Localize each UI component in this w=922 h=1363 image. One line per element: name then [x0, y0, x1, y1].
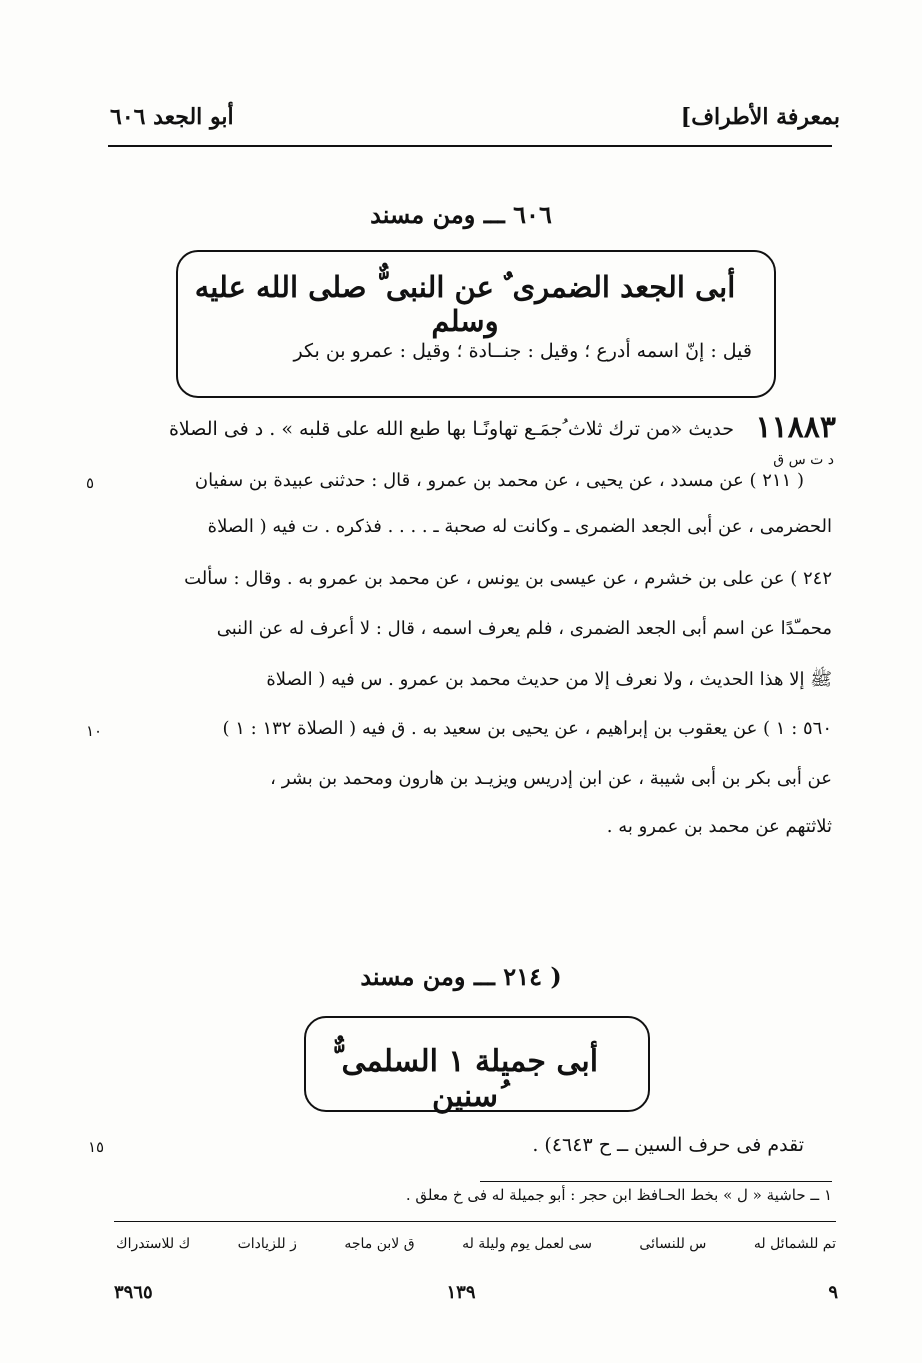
- legend-item: ك للاستدراك: [116, 1236, 191, 1252]
- hadith-line-2: ( ٢١١ ) عن مسدد ، عن يحيى ، عن محمد بن عمرو ، قال : حدثنى عبيدة بن سفيان: [194, 470, 804, 491]
- running-head-left: أبو الجعد ٦٠٦: [110, 104, 234, 130]
- section-2-heading: ( ٢١٤ ـــ ومن مسند: [360, 962, 562, 991]
- legend-rule: [114, 1221, 836, 1222]
- legend-item: سى لعمل يوم وليلة له: [462, 1236, 592, 1252]
- hadith-line-4: ٢٤٢ ) عن على بن خشرم ، عن عيسى بن يونس ، عن محمد بن عمرو به . وقال : سألت: [184, 568, 832, 589]
- legend-item: ق لابن ماجه: [344, 1236, 415, 1252]
- section-2-title-box: [304, 1016, 650, 1112]
- section-2-text: تقدم فى حرف السين ــ ح ٤٦٤٣) .: [532, 1134, 804, 1156]
- hadith-line-6: ﷺ إلا هذا الحديث ، ولا نعرف إلا من حديث محمد بن عمرو . س فيه ( الصلاة: [266, 669, 832, 690]
- legend-item: س للنسائى: [639, 1236, 707, 1252]
- hadith-line-1: حديث «من ترك ثلاث ُجمَـع تهاونًـا بها طبع الله على قلبه » . د فى الصلاة: [168, 418, 734, 440]
- source-codes-margin: د ت س ق: [773, 452, 834, 468]
- line-number-15: ١٥: [88, 1138, 105, 1156]
- hadith-line-5: محمـّدًا عن اسم أبى الجعد الضمرى ، فلم يعرف اسمه ، قال : لا أعرف له عن النبى: [216, 618, 832, 639]
- signature-number: ٩: [828, 1282, 838, 1303]
- hadith-number: ١١٨٨٣: [755, 410, 836, 445]
- section-1-heading: ٦٠٦ ـــ ومن مسند: [370, 200, 552, 229]
- legend-item: تم للشمائل له: [753, 1236, 836, 1252]
- section-1-name: أبى الجعد الضمرى ٌ عن النبى ٌّ صلى الله عليه وسلم: [194, 270, 736, 338]
- hadith-line-9: ثلاثتهم عن محمد بن عمرو به .: [606, 816, 832, 837]
- hadith-line-8: عن أبى بكر بن أبى شيبة ، عن ابن إدريس ويزيـد بن هارون ومحمد بن بشر ،: [270, 768, 832, 789]
- header-rule: [108, 145, 832, 147]
- edition-number: ٣٩٦٥: [114, 1282, 153, 1303]
- section-1-subtitle: قيل : إنّ اسمه أدرع ؛ وقيل : جنــادة ؛ وقيل : عمرو بن بكر: [293, 340, 752, 362]
- running-head-right: بمعرفة الأطراف]: [680, 104, 840, 130]
- hadith-line-7: ٥٦٠ : ١ ) عن يعقوب بن إبراهيم ، عن يحيى بن سعيد به . ق فيه ( الصلاة ١٣٢ : ١ ): [222, 718, 832, 739]
- legend-item: ز للزيادات: [237, 1236, 297, 1252]
- footnote-rule: [480, 1181, 832, 1182]
- line-number-5: ٥: [86, 474, 95, 492]
- section-2-name: أبى جميلة ١ السلمى ٌّ ُسنين: [331, 1044, 599, 1114]
- line-number-10: ١٠: [86, 722, 103, 740]
- hadith-line-3: الحضرمى ، عن أبى الجعد الضمرى ـ وكانت له صحبة ـ . . . . فذكره . ت فيه ( الصلاة: [207, 516, 832, 537]
- page-number: ١٣٩: [446, 1282, 476, 1303]
- abbreviation-legend: [116, 1236, 836, 1252]
- section-1-title-box: [176, 250, 776, 398]
- footnote: ١ ــ حاشية « ل » بخط الحـافظ ابن حجر : أبو جميلة له فى خ معلق .: [405, 1186, 832, 1204]
